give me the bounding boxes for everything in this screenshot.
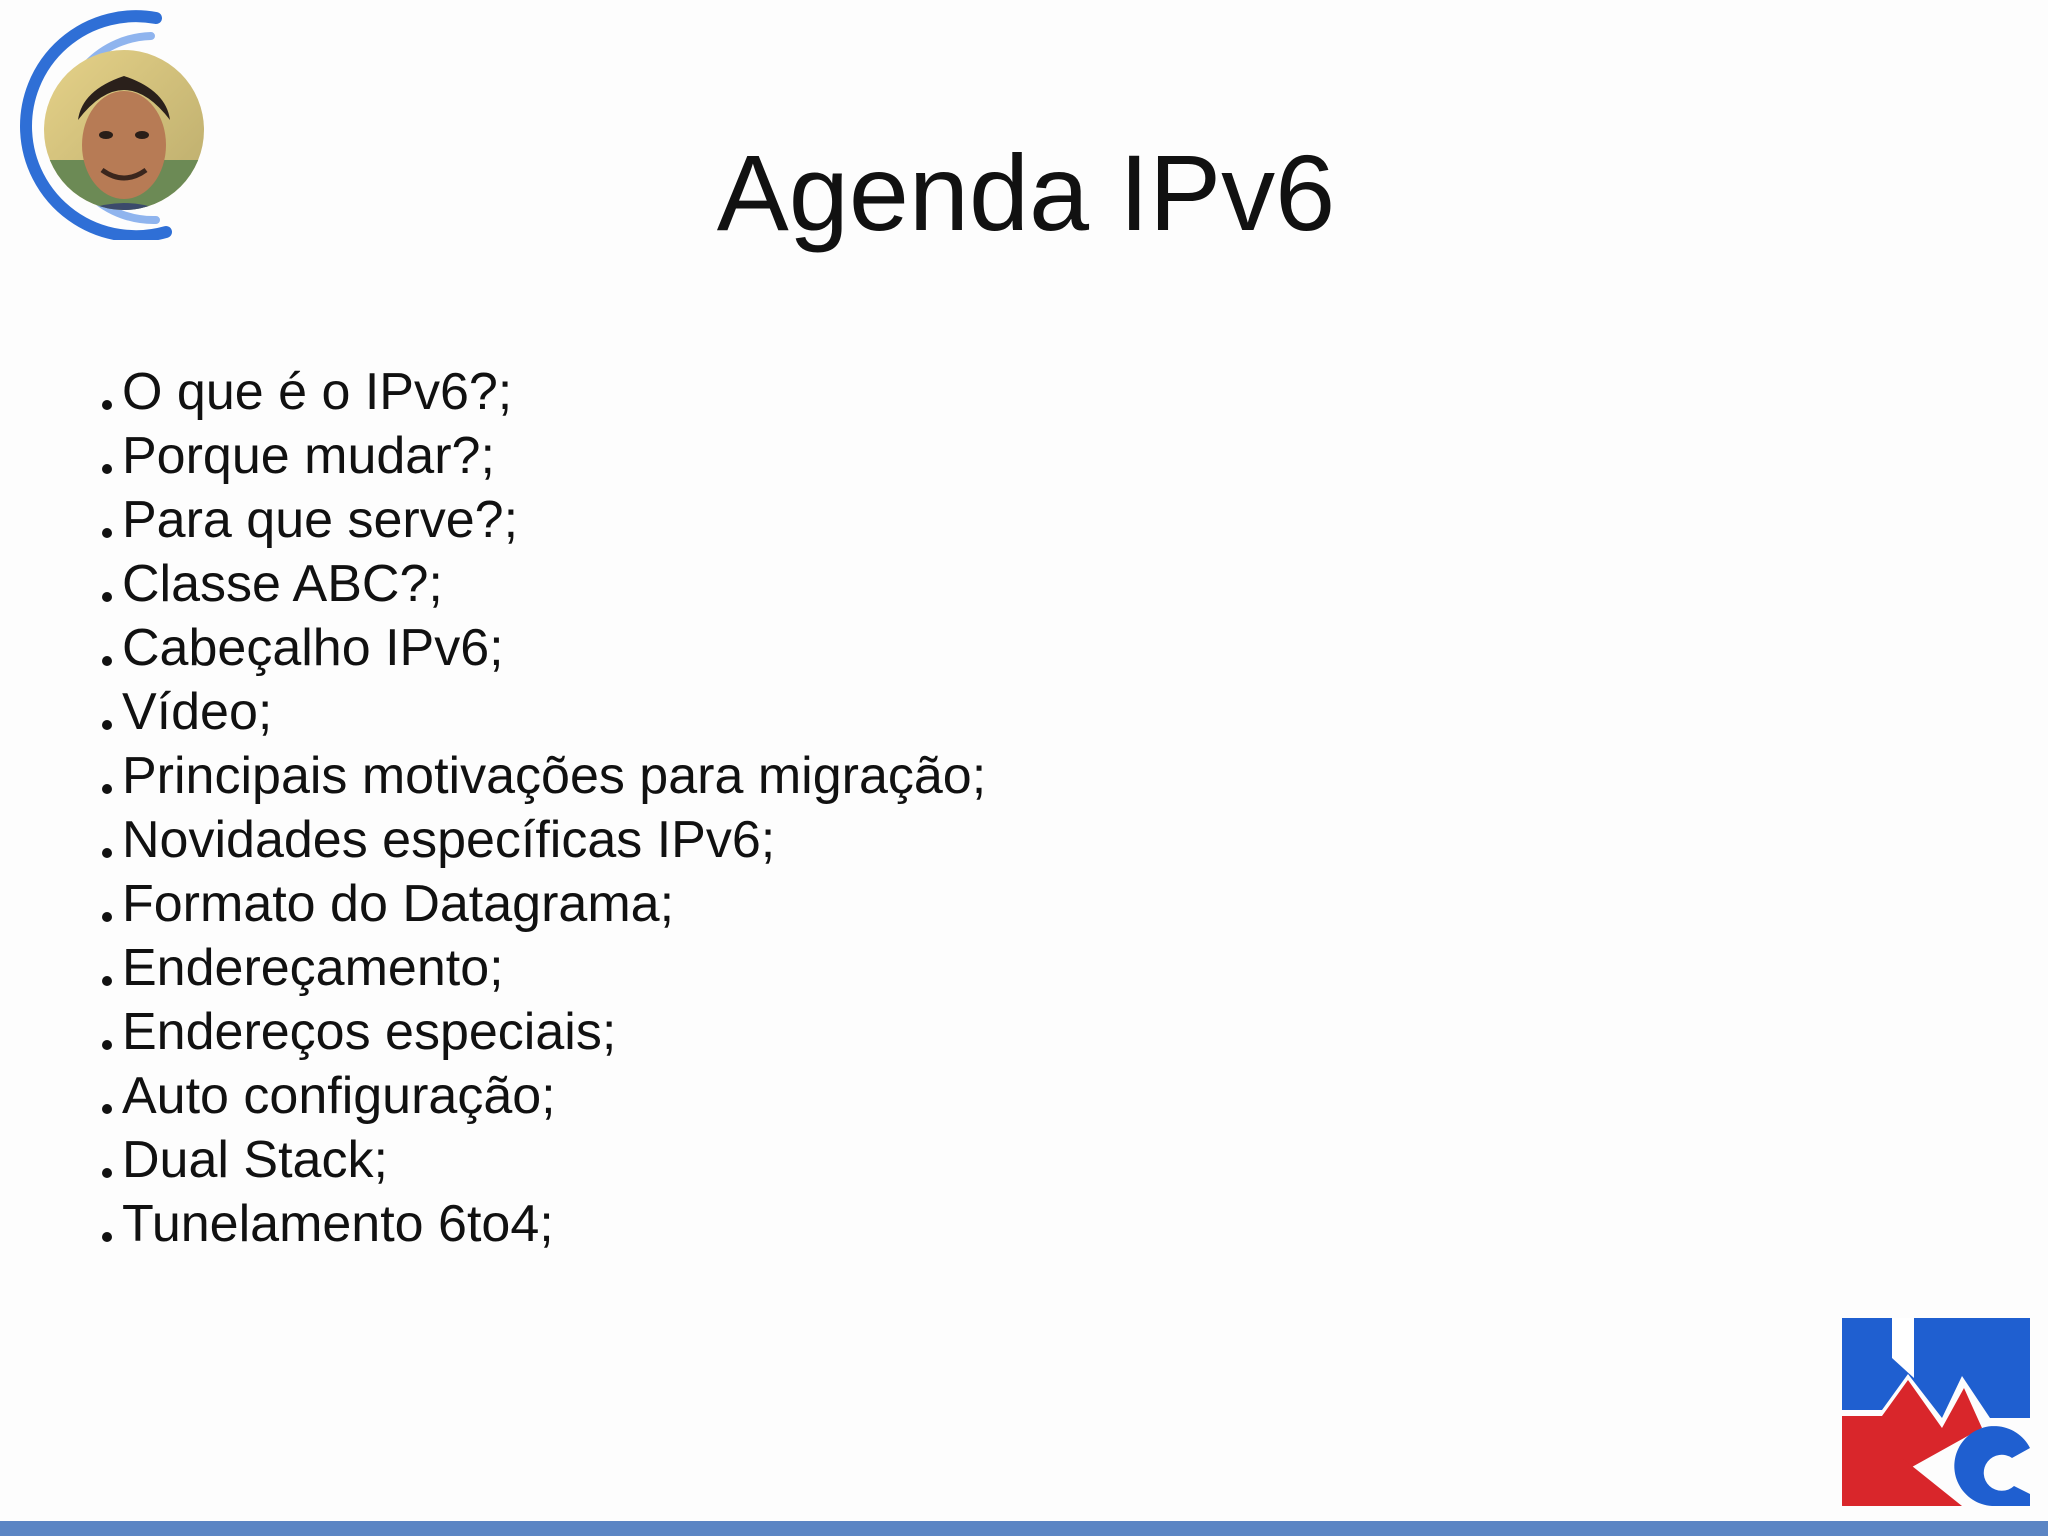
agenda-item: Dual Stack; — [100, 1128, 986, 1192]
bullet-icon — [102, 656, 112, 666]
footer-bar — [0, 1521, 2048, 1536]
agenda-item: Classe ABC?; — [100, 552, 986, 616]
bullet-icon — [102, 464, 112, 474]
agenda-item: Principais motivações para migração; — [100, 744, 986, 808]
agenda-item: Cabeçalho IPv6; — [100, 616, 986, 680]
agenda-item: Endereços especiais; — [100, 1000, 986, 1064]
bullet-icon — [102, 784, 112, 794]
bullet-icon — [102, 528, 112, 538]
bullet-icon — [102, 592, 112, 602]
bullet-icon — [102, 912, 112, 922]
bullet-icon — [102, 1104, 112, 1114]
bullet-icon — [102, 1168, 112, 1178]
bullet-icon — [102, 720, 112, 730]
agenda-item: O que é o IPv6?; — [100, 360, 986, 424]
bullet-icon — [102, 848, 112, 858]
agenda-item: Endereçamento; — [100, 936, 986, 1000]
agenda-item: Para que serve?; — [100, 488, 986, 552]
mc-logo — [1842, 1318, 2032, 1506]
agenda-item: Vídeo; — [100, 680, 986, 744]
bullet-icon — [102, 1040, 112, 1050]
bullet-icon — [102, 976, 112, 986]
agenda-item: Novidades específicas IPv6; — [100, 808, 986, 872]
agenda-item: Tunelamento 6to4; — [100, 1192, 986, 1256]
agenda-item: Auto configuração; — [100, 1064, 986, 1128]
bullet-icon — [102, 1232, 112, 1242]
agenda-item: Porque mudar?; — [100, 424, 986, 488]
slide-title: Agenda IPv6 — [716, 132, 1336, 253]
agenda-list — [100, 360, 986, 1256]
agenda-item: Formato do Datagrama; — [100, 872, 986, 936]
bullet-icon — [102, 400, 112, 410]
